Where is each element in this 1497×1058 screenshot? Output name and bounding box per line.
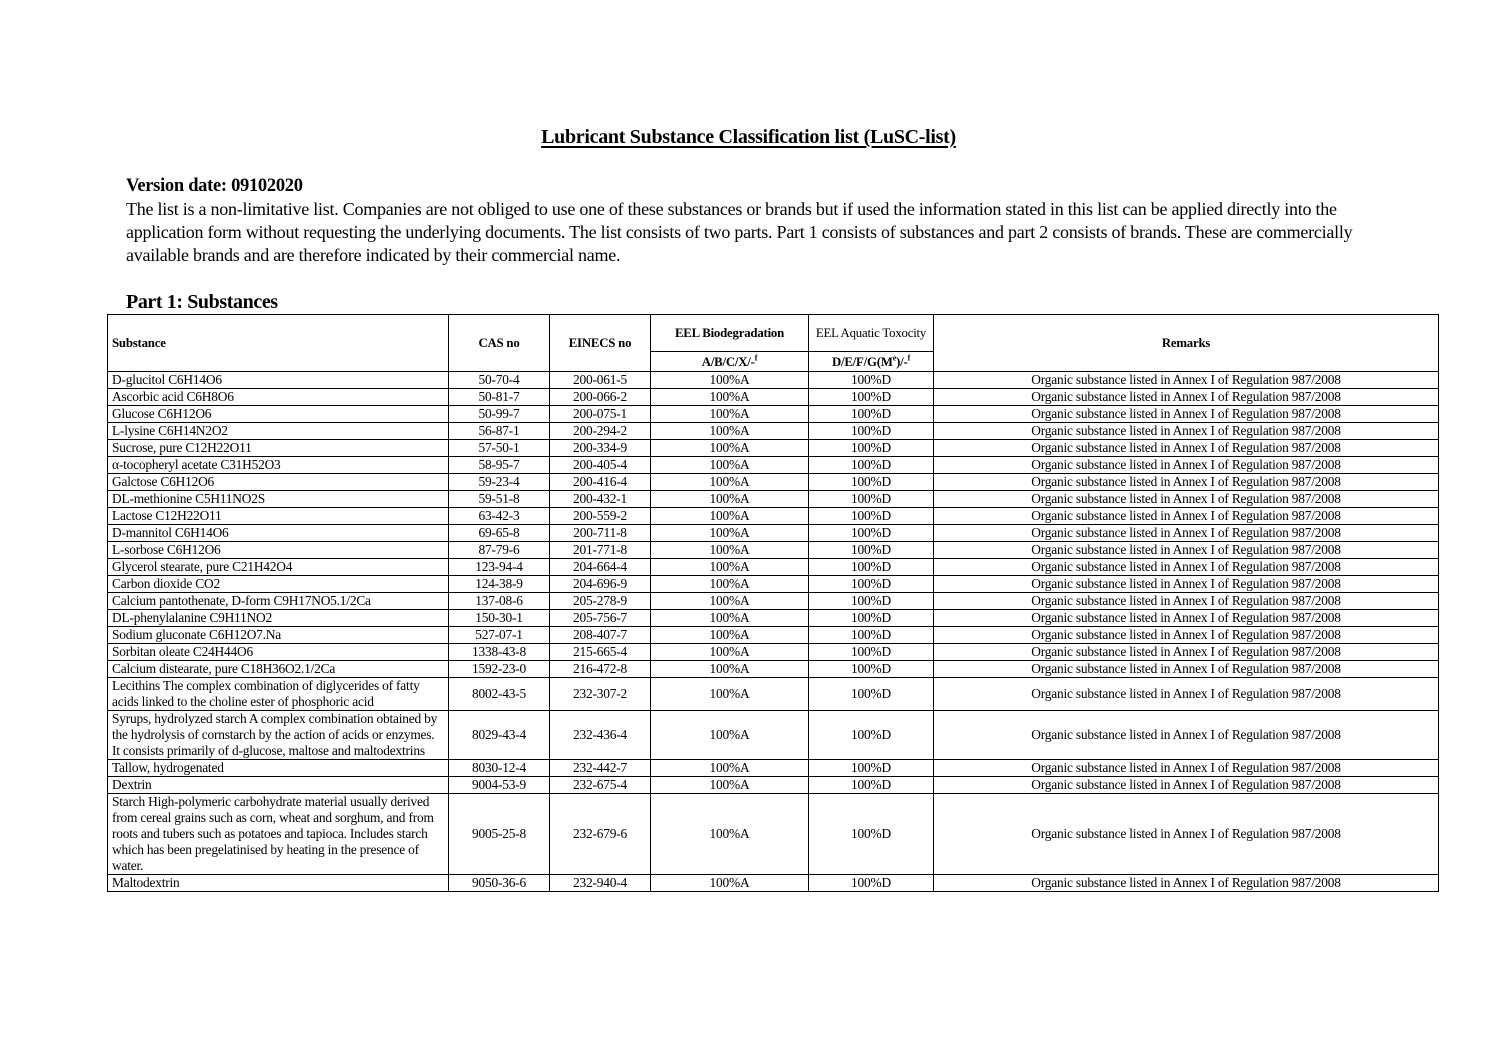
cell-eel-biodegradation: 100%A	[651, 711, 809, 760]
table-row	[108, 491, 1439, 508]
cell-cas-no: 1338-43-8	[449, 644, 550, 661]
cell-eel-aquatic-toxicity: 100%D	[809, 576, 934, 593]
header-remarks: Remarks	[934, 315, 1439, 372]
table-row	[108, 474, 1439, 491]
cell-eel-aquatic-toxicity: 100%D	[809, 794, 934, 875]
cell-substance: Maltodextrin	[108, 875, 449, 892]
header-substance: Substance	[108, 315, 449, 372]
cell-eel-aquatic-toxicity: 100%D	[809, 542, 934, 559]
cell-eel-aquatic-toxicity: 100%D	[809, 875, 934, 892]
document-title	[0, 126, 1497, 149]
cell-eel-aquatic-toxicity: 100%D	[809, 760, 934, 777]
cell-eel-aquatic-toxicity: 100%D	[809, 406, 934, 423]
cell-substance: α-tocopheryl acetate C31H52O3	[108, 457, 449, 474]
cell-remarks: Organic substance listed in Annex I of Regulation 987/2008	[934, 474, 1439, 491]
table-row	[108, 661, 1439, 678]
header-einecs: EINECS no	[550, 315, 651, 372]
cell-einecs-no: 200-416-4	[550, 474, 651, 491]
cell-eel-biodegradation: 100%A	[651, 406, 809, 423]
cell-cas-no: 87-79-6	[449, 542, 550, 559]
cell-remarks: Organic substance listed in Annex I of Regulation 987/2008	[934, 457, 1439, 474]
cell-eel-biodegradation: 100%A	[651, 644, 809, 661]
cell-eel-biodegradation: 100%A	[651, 457, 809, 474]
cell-einecs-no: 200-334-9	[550, 440, 651, 457]
table-row	[108, 760, 1439, 777]
cell-substance: Galctose C6H12O6	[108, 474, 449, 491]
cell-eel-biodegradation: 100%A	[651, 678, 809, 711]
table-row	[108, 508, 1439, 525]
cell-substance: Dextrin	[108, 777, 449, 794]
cell-einecs-no: 200-066-2	[550, 389, 651, 406]
cell-eel-biodegradation: 100%A	[651, 576, 809, 593]
cell-eel-aquatic-toxicity: 100%D	[809, 610, 934, 627]
cell-eel-aquatic-toxicity: 100%D	[809, 491, 934, 508]
cell-eel-biodegradation: 100%A	[651, 794, 809, 875]
cell-cas-no: 9050-36-6	[449, 875, 550, 892]
cell-cas-no: 150-30-1	[449, 610, 550, 627]
cell-remarks: Organic substance listed in Annex I of Regulation 987/2008	[934, 389, 1439, 406]
cell-eel-biodegradation: 100%A	[651, 542, 809, 559]
cell-cas-no: 69-65-8	[449, 525, 550, 542]
cell-eel-biodegradation: 100%A	[651, 525, 809, 542]
cell-substance: DL-phenylalanine C9H11NO2	[108, 610, 449, 627]
cell-remarks: Organic substance listed in Annex I of Regulation 987/2008	[934, 711, 1439, 760]
cell-remarks: Organic substance listed in Annex I of Regulation 987/2008	[934, 406, 1439, 423]
header-eel-biodegradation: EEL Biodegradation	[651, 315, 809, 352]
cell-substance: L-lysine C6H14N2O2	[108, 423, 449, 440]
aq-footnote-mark-e: e	[892, 353, 897, 363]
table-body	[108, 372, 1439, 892]
cell-cas-no: 1592-23-0	[449, 661, 550, 678]
cell-einecs-no: 200-294-2	[550, 423, 651, 440]
cell-substance: Ascorbic acid C6H8O6	[108, 389, 449, 406]
header-eel-aq-classes	[809, 352, 934, 372]
cell-remarks: Organic substance listed in Annex I of Regulation 987/2008	[934, 777, 1439, 794]
table-row	[108, 372, 1439, 389]
table-row	[108, 389, 1439, 406]
cell-cas-no: 9005-25-8	[449, 794, 550, 875]
cell-remarks: Organic substance listed in Annex I of Regulation 987/2008	[934, 794, 1439, 875]
cell-eel-aquatic-toxicity: 100%D	[809, 440, 934, 457]
table-row	[108, 576, 1439, 593]
cell-remarks: Organic substance listed in Annex I of Regulation 987/2008	[934, 593, 1439, 610]
cell-cas-no: 124-38-9	[449, 576, 550, 593]
cell-remarks: Organic substance listed in Annex I of Regulation 987/2008	[934, 644, 1439, 661]
cell-remarks: Organic substance listed in Annex I of Regulation 987/2008	[934, 491, 1439, 508]
table-row	[108, 457, 1439, 474]
cell-eel-aquatic-toxicity: 100%D	[809, 627, 934, 644]
cell-remarks: Organic substance listed in Annex I of Regulation 987/2008	[934, 372, 1439, 389]
cell-substance: Tallow, hydrogenated	[108, 760, 449, 777]
cell-remarks: Organic substance listed in Annex I of Regulation 987/2008	[934, 610, 1439, 627]
version-date: Version date: 09102020	[126, 176, 303, 196]
table-row	[108, 542, 1439, 559]
cell-cas-no: 59-23-4	[449, 474, 550, 491]
cell-cas-no: 50-70-4	[449, 372, 550, 389]
cell-cas-no: 123-94-4	[449, 559, 550, 576]
cell-remarks: Organic substance listed in Annex I of Regulation 987/2008	[934, 508, 1439, 525]
cell-substance: D-glucitol C6H14O6	[108, 372, 449, 389]
table-row	[108, 525, 1439, 542]
table-row	[108, 440, 1439, 457]
cell-einecs-no: 232-675-4	[550, 777, 651, 794]
cell-remarks: Organic substance listed in Annex I of Regulation 987/2008	[934, 525, 1439, 542]
table-row	[108, 777, 1439, 794]
aq-classes-text-end: )/-	[896, 354, 908, 369]
cell-cas-no: 50-81-7	[449, 389, 550, 406]
cell-eel-biodegradation: 100%A	[651, 559, 809, 576]
cell-eel-biodegradation: 100%A	[651, 423, 809, 440]
cell-eel-aquatic-toxicity: 100%D	[809, 508, 934, 525]
cell-substance: D-mannitol C6H14O6	[108, 525, 449, 542]
cell-eel-biodegradation: 100%A	[651, 593, 809, 610]
cell-substance: Sodium gluconate C6H12O7.Na	[108, 627, 449, 644]
table-row	[108, 794, 1439, 875]
document-title-text: Lubricant Substance Classification list (LuSC-list)	[541, 126, 956, 148]
cell-einecs-no: 232-307-2	[550, 678, 651, 711]
cell-eel-aquatic-toxicity: 100%D	[809, 389, 934, 406]
cell-cas-no: 8029-43-4	[449, 711, 550, 760]
cell-eel-aquatic-toxicity: 100%D	[809, 525, 934, 542]
bio-classes-text: A/B/C/X/-	[701, 354, 755, 369]
aq-classes-text: D/E/F/G(M	[831, 354, 893, 369]
cell-einecs-no: 204-664-4	[550, 559, 651, 576]
bio-footnote-mark: f	[754, 353, 758, 363]
cell-einecs-no: 232-679-6	[550, 794, 651, 875]
cell-einecs-no: 232-436-4	[550, 711, 651, 760]
cell-eel-biodegradation: 100%A	[651, 760, 809, 777]
cell-substance: L-sorbose C6H12O6	[108, 542, 449, 559]
part-1-heading: Part 1: Substances	[126, 291, 278, 313]
cell-einecs-no: 208-407-7	[550, 627, 651, 644]
cell-remarks: Organic substance listed in Annex I of Regulation 987/2008	[934, 423, 1439, 440]
cell-substance: Syrups, hydrolyzed starch A complex combination obtained by the hydrolysis of cornstarch by the action of acids or enzymes. It consists primarily of d-glucose, maltose and maltodextrins	[108, 711, 449, 760]
table-row	[108, 610, 1439, 627]
cell-eel-biodegradation: 100%A	[651, 440, 809, 457]
cell-eel-aquatic-toxicity: 100%D	[809, 559, 934, 576]
cell-eel-biodegradation: 100%A	[651, 875, 809, 892]
cell-remarks: Organic substance listed in Annex I of Regulation 987/2008	[934, 576, 1439, 593]
cell-eel-biodegradation: 100%A	[651, 389, 809, 406]
cell-substance: Calcium pantothenate, D-form C9H17NO5.1/2Ca	[108, 593, 449, 610]
cell-substance: Calcium distearate, pure C18H36O2.1/2Ca	[108, 661, 449, 678]
table-row	[108, 559, 1439, 576]
cell-einecs-no: 200-559-2	[550, 508, 651, 525]
cell-remarks: Organic substance listed in Annex I of Regulation 987/2008	[934, 678, 1439, 711]
substances-table	[107, 314, 1439, 892]
cell-remarks: Organic substance listed in Annex I of Regulation 987/2008	[934, 559, 1439, 576]
cell-einecs-no: 201-771-8	[550, 542, 651, 559]
cell-cas-no: 8002-43-5	[449, 678, 550, 711]
cell-eel-aquatic-toxicity: 100%D	[809, 711, 934, 760]
cell-substance: DL-methionine C5H11NO2S	[108, 491, 449, 508]
header-cas: CAS no	[449, 315, 550, 372]
cell-eel-biodegradation: 100%A	[651, 661, 809, 678]
cell-cas-no: 8030-12-4	[449, 760, 550, 777]
cell-einecs-no: 232-940-4	[550, 875, 651, 892]
header-eel-bio-classes	[651, 352, 809, 372]
cell-remarks: Organic substance listed in Annex I of Regulation 987/2008	[934, 542, 1439, 559]
header-eel-aquatic-toxicity: EEL Aquatic Toxocity	[809, 315, 934, 352]
cell-eel-aquatic-toxicity: 100%D	[809, 678, 934, 711]
table-row	[108, 406, 1439, 423]
cell-einecs-no: 200-405-4	[550, 457, 651, 474]
cell-einecs-no: 216-472-8	[550, 661, 651, 678]
cell-cas-no: 57-50-1	[449, 440, 550, 457]
cell-substance: Carbon dioxide CO2	[108, 576, 449, 593]
table-row	[108, 875, 1439, 892]
table-row	[108, 423, 1439, 440]
cell-cas-no: 56-87-1	[449, 423, 550, 440]
cell-cas-no: 527-07-1	[449, 627, 550, 644]
cell-einecs-no: 200-432-1	[550, 491, 651, 508]
cell-cas-no: 58-95-7	[449, 457, 550, 474]
cell-einecs-no: 200-711-8	[550, 525, 651, 542]
cell-substance: Sorbitan oleate C24H44O6	[108, 644, 449, 661]
cell-cas-no: 59-51-8	[449, 491, 550, 508]
cell-einecs-no: 204-696-9	[550, 576, 651, 593]
table-row	[108, 644, 1439, 661]
cell-eel-biodegradation: 100%A	[651, 474, 809, 491]
cell-substance: Starch High-polymeric carbohydrate material usually derived from cereal grains such as corn, wheat and sorghum, and from roots and tubers such as potatoes and tapioca. Includes starch which has been pregelatinised by heating in the presence of water.	[108, 794, 449, 875]
table-row	[108, 711, 1439, 760]
cell-eel-aquatic-toxicity: 100%D	[809, 777, 934, 794]
cell-eel-biodegradation: 100%A	[651, 491, 809, 508]
cell-remarks: Organic substance listed in Annex I of Regulation 987/2008	[934, 440, 1439, 457]
table-row	[108, 593, 1439, 610]
cell-substance: Glycerol stearate, pure C21H42O4	[108, 559, 449, 576]
cell-eel-aquatic-toxicity: 100%D	[809, 457, 934, 474]
cell-einecs-no: 205-756-7	[550, 610, 651, 627]
table-row	[108, 627, 1439, 644]
cell-cas-no: 63-42-3	[449, 508, 550, 525]
cell-substance: Sucrose, pure C12H22O11	[108, 440, 449, 457]
aq-footnote-mark-f: f	[907, 353, 911, 363]
cell-cas-no: 137-08-6	[449, 593, 550, 610]
cell-eel-biodegradation: 100%A	[651, 508, 809, 525]
cell-eel-aquatic-toxicity: 100%D	[809, 644, 934, 661]
intro-paragraph: The list is a non-limitative list. Companies are not obliged to use one of these substances or brands but if used the information stated in this list can be applied directly into the application form without requesting the underlying documents. The list consists of two parts. Part 1 consists of substances and part 2 consists of brands. These are commercially available brands and are therefore indicated by their commercial name.	[126, 199, 1353, 265]
cell-eel-aquatic-toxicity: 100%D	[809, 372, 934, 389]
cell-cas-no: 50-99-7	[449, 406, 550, 423]
cell-einecs-no: 205-278-9	[550, 593, 651, 610]
cell-cas-no: 9004-53-9	[449, 777, 550, 794]
cell-eel-aquatic-toxicity: 100%D	[809, 593, 934, 610]
table-row	[108, 678, 1439, 711]
cell-einecs-no: 200-075-1	[550, 406, 651, 423]
cell-eel-biodegradation: 100%A	[651, 627, 809, 644]
cell-remarks: Organic substance listed in Annex I of Regulation 987/2008	[934, 661, 1439, 678]
cell-eel-aquatic-toxicity: 100%D	[809, 423, 934, 440]
cell-einecs-no: 215-665-4	[550, 644, 651, 661]
cell-remarks: Organic substance listed in Annex I of Regulation 987/2008	[934, 760, 1439, 777]
cell-eel-aquatic-toxicity: 100%D	[809, 661, 934, 678]
cell-substance: Lactose C12H22O11	[108, 508, 449, 525]
cell-eel-biodegradation: 100%A	[651, 777, 809, 794]
cell-einecs-no: 232-442-7	[550, 760, 651, 777]
cell-eel-biodegradation: 100%A	[651, 610, 809, 627]
cell-eel-aquatic-toxicity: 100%D	[809, 474, 934, 491]
cell-einecs-no: 200-061-5	[550, 372, 651, 389]
cell-remarks: Organic substance listed in Annex I of Regulation 987/2008	[934, 875, 1439, 892]
cell-remarks: Organic substance listed in Annex I of Regulation 987/2008	[934, 627, 1439, 644]
cell-substance: Lecithins The complex combination of diglycerides of fatty acids linked to the choline ester of phosphoric acid	[108, 678, 449, 711]
cell-substance: Glucose C6H12O6	[108, 406, 449, 423]
cell-eel-biodegradation: 100%A	[651, 372, 809, 389]
